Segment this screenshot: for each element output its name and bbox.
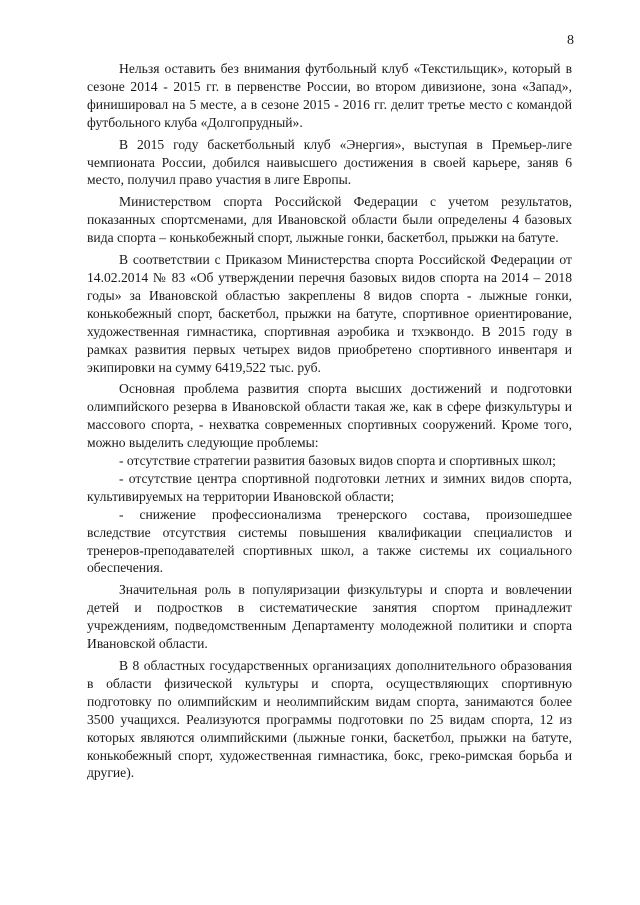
paragraph-base-sports: Министерством спорта Российской Федерации с учетом результатов, показанных спортсменами, для Ивановской области были определены 4 базовых вида спорта – конькобежный спорт, лыжные гонки, баскетбол, прыжки на батуте. xyxy=(87,194,572,246)
list-item-coaching: - снижение профессионализма тренерского состава, произошедшее вследствие отсутствия системы повышения квалификации специалистов и тренеров-преподавателей спортивных школ, а также системы их социального обеспечения. xyxy=(87,506,572,576)
paragraph-main-problem: Основная проблема развития спорта высших достижений и подготовки олимпийского резерва в Ивановской области такая же, как в сфере физкультуры и массового спорта, - нехватка современных спортивных сооружений. Кроме того, можно выделить следующие проблемы: xyxy=(87,381,572,451)
page-number: 8 xyxy=(567,33,574,48)
list-item-strategy: - отсутствие стратегии развития базовых видов спорта и спортивных школ; xyxy=(119,453,556,469)
paragraph-ministry-order: В соответствии с Приказом Министерства спорта Российской Федерации от 14.02.2014 № 83 «Об утверждении перечня базовых видов спорта на 2014 – 2018 годы» за Ивановской областью закреплены 8 видов спорта - лыжные гонки, конькобежный спорт, баскетбол, прыжки на батуте, спортивное ориентирование, художественная гимнастика, спортивная аэробика и тхэквондо. В 2015 году в рамках развития первых четырех видов приобретено спортивного инвентаря и экипировки на сумму 6419,522 тыс. руб. xyxy=(87,252,572,375)
paragraph-organizations: В 8 областных государственных организациях дополнительного образования в области физической культуры и спорта, осуществляющих спортивную подготовку по олимпийским и неолимпийским видам спорта, занимаются более 3500 учащихся. Реализуются программы подготовки по 25 видам спорта, 12 из которых являются олимпийскими (лыжные гонки, баскетбол, прыжки на батуте, конькобежный спорт, художественная гимнастика, бокс, греко-римская борьба и другие). xyxy=(87,658,572,781)
paragraph-energia: В 2015 году баскетбольный клуб «Энергия», выступая в Премьер-лиге чемпионата России, добился наивысшего достижения в своей карьере, заняв 6 место, получил право участия в лиге Европы. xyxy=(87,136,572,188)
document-body xyxy=(87,60,572,786)
list-item-training-center: - отсутствие центра спортивной подготовки летних и зимних видов спорта, культивируемых на территории Ивановской области; xyxy=(87,470,572,504)
paragraph-popularization: Значительная роль в популяризации физкультуры и спорта и вовлечении детей и подростков в систематические занятия спортом принадлежит учреждениям, подведомственным Департаменту молодежной политики и спорта Ивановской области. xyxy=(87,582,572,652)
paragraph-textilshchik: Нельзя оставить без внимания футбольный клуб «Текстильщик», который в сезоне 2014 - 2015 гг. в первенстве России, во втором дивизионе, зона «Запад», финишировал на 5 месте, а в сезоне 2015 - 2016 гг. делит третье место с командой футбольного клуба «Долгопрудный». xyxy=(87,61,572,130)
